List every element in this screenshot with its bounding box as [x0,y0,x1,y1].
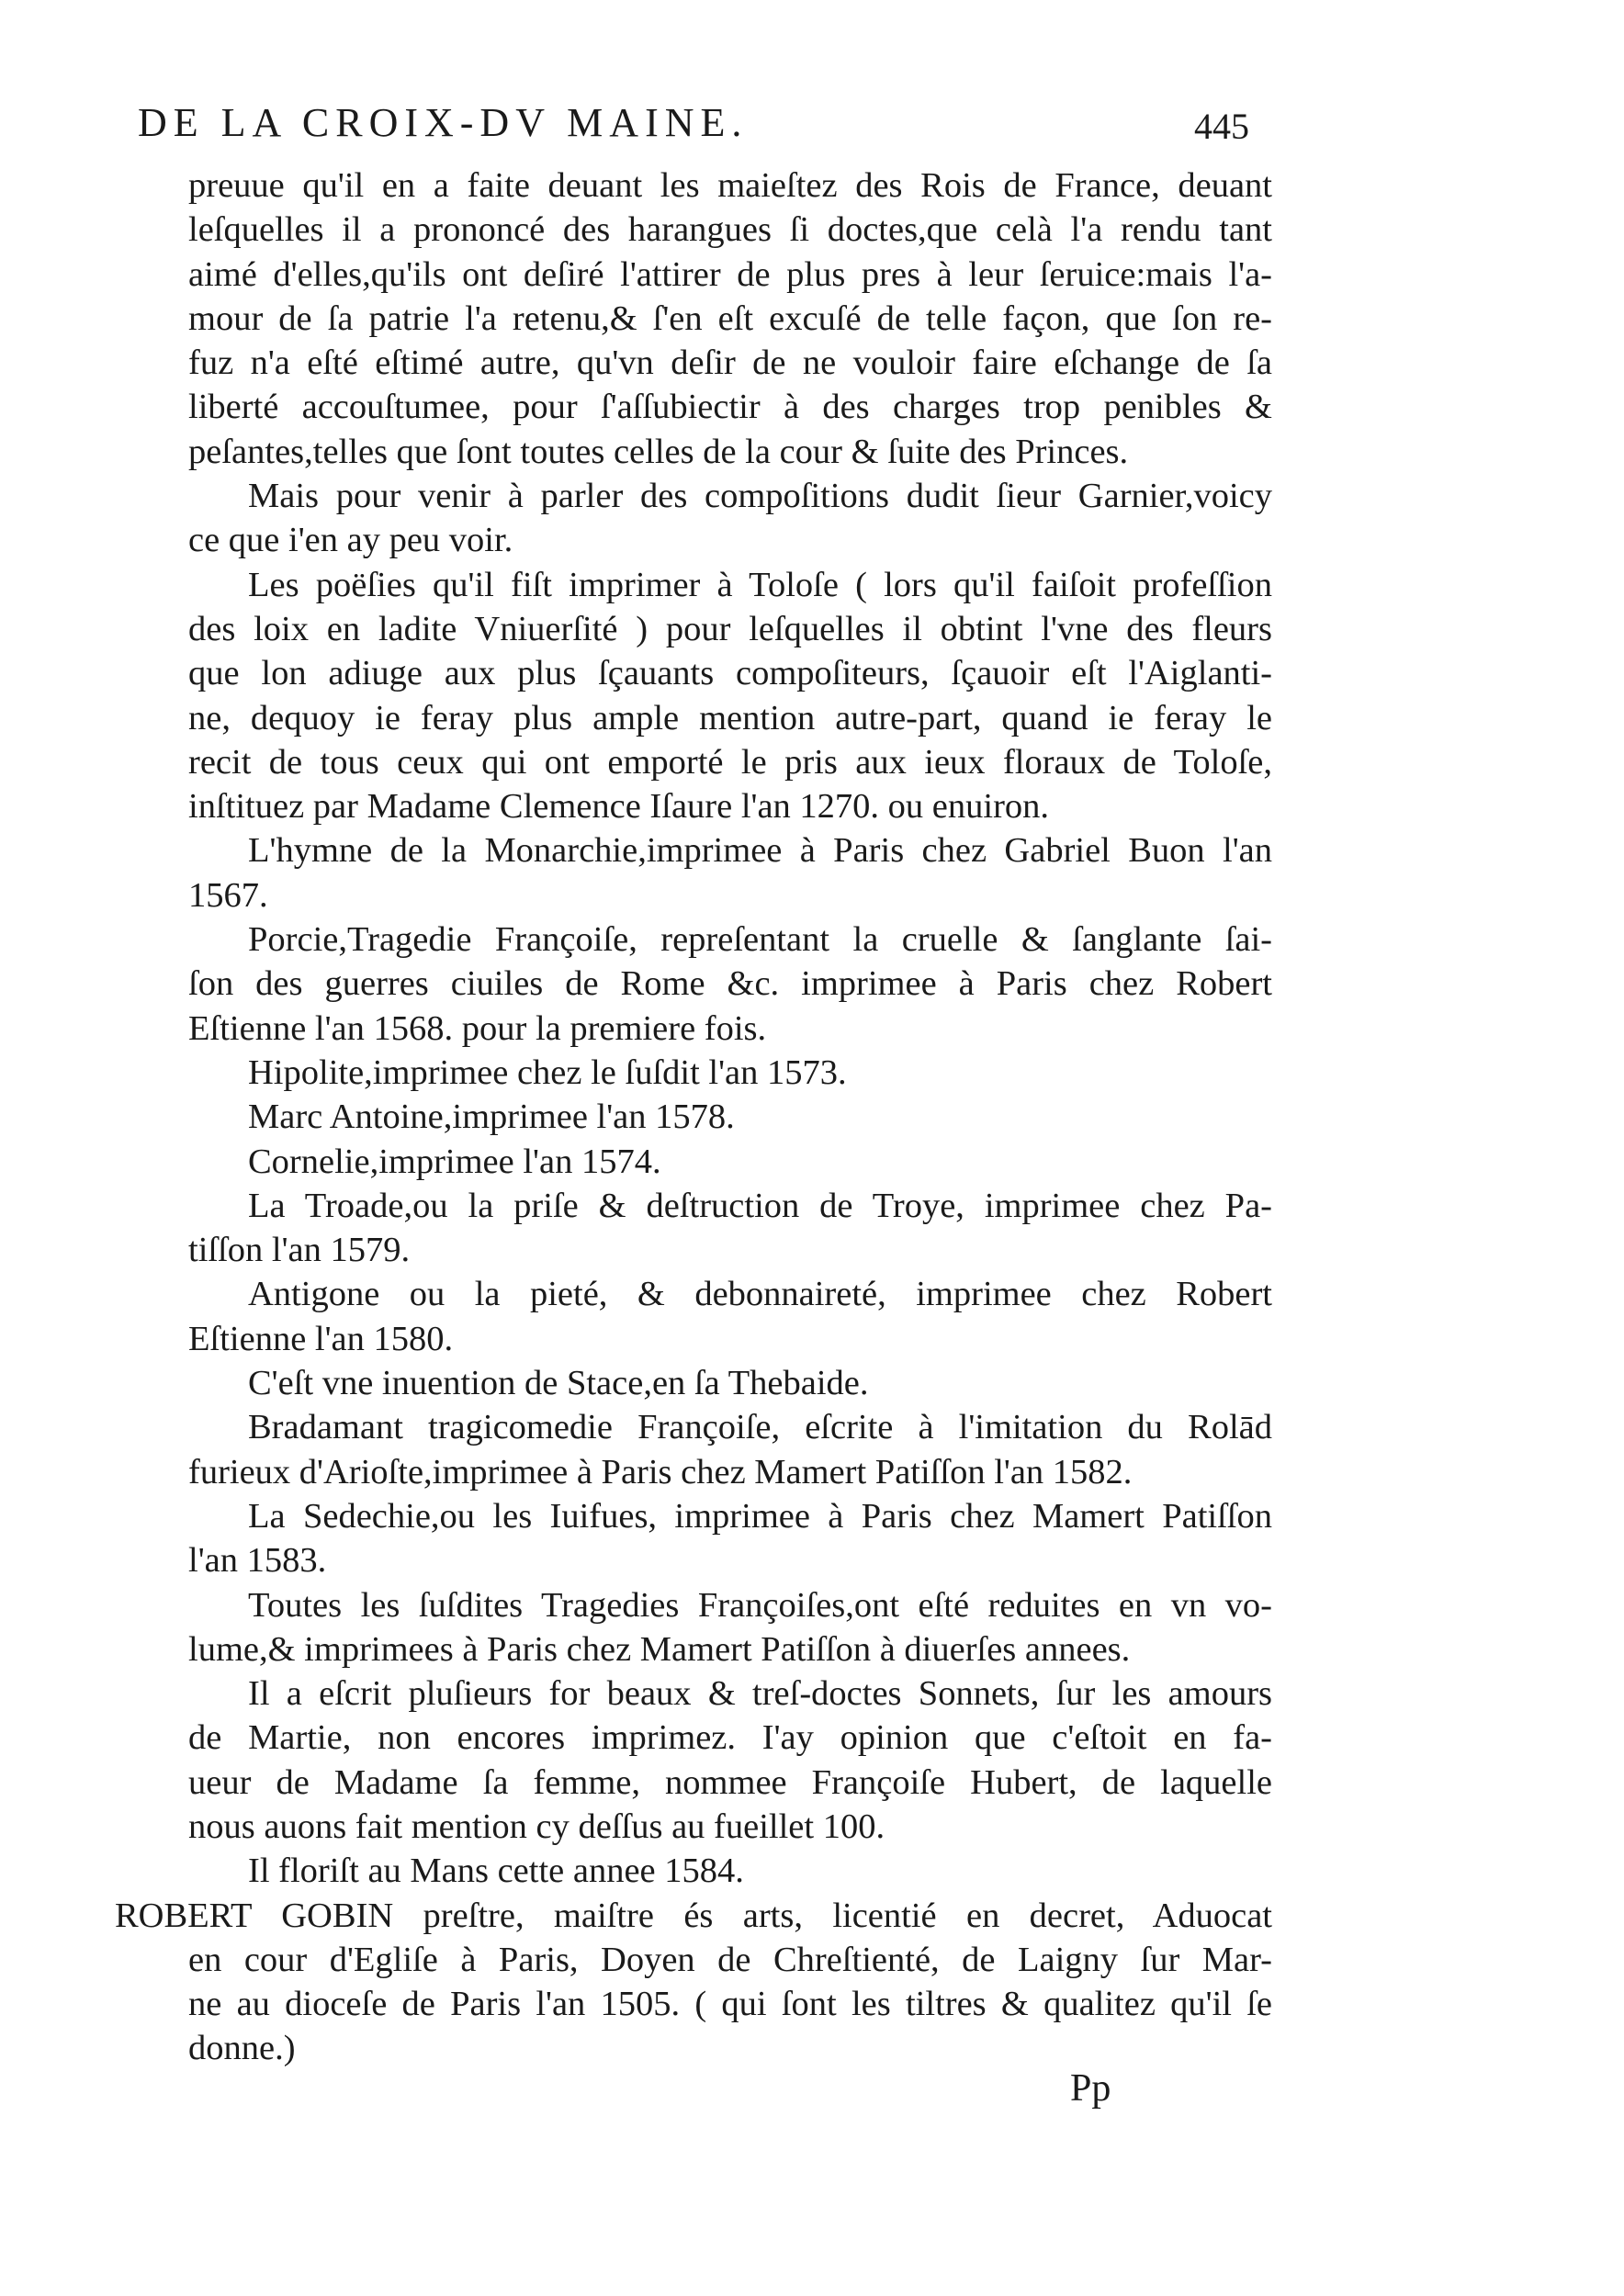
text-line: Hipolite,imprimee chez le ſuſdit l'an 1573. [248,1052,847,1092]
text-line: leſquelles il a prononcé des harangues ſi doctes,que celà l'a rendu tant [188,210,1272,250]
text-line: 1567. [188,875,268,915]
text-line: de Martie, non encores imprimez. I'ay opinion que c'eſtoit en fa- [188,1718,1272,1758]
text-line: furieux d'Arioſte,imprimee à Paris chez Mamert Patiſſon l'an 1582. [188,1452,1133,1491]
body-text [115,163,1272,2071]
text-line: lume,& imprimees à Paris chez Mamert Patiſſon à diuerſes annees. [188,1629,1131,1669]
running-title: DE LA CROIX-DV MAINE. [138,100,749,145]
text-line: ROBERT GOBIN preſtre, maiſtre és arts, licentié en decret, Aduocat [115,1896,1272,1935]
text-line: L'hymne de la Monarchie,imprimee à Paris chez Gabriel Buon l'an [248,831,1272,871]
text-line: Bradamant tragicomedie Françoiſe, eſcrite à l'imitation du Rolād [248,1408,1272,1447]
text-line: ne au dioceſe de Paris l'an 1505. ( qui ſont les tiltres & qualitez qu'il ſe [188,1985,1272,2024]
text-line: ueur de Madame ſa femme, nommee Françoiſe Hubert, de laquelle [188,1762,1272,1802]
text-line: des loix en ladite Vniuerſité ) pour leſquelles il obtint l'vne des fleurs [188,609,1272,648]
text-line: Porcie,Tragedie Françoiſe, repreſentant la cruelle & ſanglante ſai- [248,920,1272,960]
page-number: 445 [1194,106,1249,147]
text-line: fuz n'a eſté eſtimé autre, qu'vn deſir de ne vouloir faire eſchange de ſa [188,343,1272,383]
text-line: Toutes les ſuſdites Tragedies Françoiſes,ont eſté reduites en vn vo- [248,1585,1272,1625]
text-line: en cour d'Egliſe à Paris, Doyen de Chreſtienté, de Laigny ſur Mar- [188,1940,1272,1979]
text-line: peſantes,telles que ſont toutes celles de la cour & ſuite des Princes. [188,432,1129,471]
text-line: Marc Antoine,imprimee l'an 1578. [248,1097,735,1137]
text-line: ne, dequoy ie feray plus ample mention autre-part, quand ie feray le [188,698,1272,737]
text-line: Antigone ou la pieté, & debonnaireté, imprimee chez Robert [248,1275,1272,1314]
running-head [138,99,1286,154]
text-line: liberté accouſtumee, pour ſ'aſſubiectir à des charges trop penibles & [188,388,1272,427]
text-line: tiſſon l'an 1579. [188,1231,411,1270]
text-line: aimé d'elles,qu'ils ont deſiré l'attirer de plus pres à leur ſeruice:mais l'a- [188,254,1272,294]
text-line: ce que i'en ay peu voir. [188,521,513,560]
text-line: Les poëſies qu'il fiſt imprimer à Toloſe ( lors qu'il faiſoit profeſſion [248,565,1272,604]
text-line: La Sedechie,ou les Iuifues, imprimee à Paris chez Mamert Patiſſon [248,1496,1272,1536]
text-line: Il floriſt au Mans cette annee 1584. [248,1851,744,1891]
text-line: preuue qu'il en a faite deuant les maieſtez des Rois de France, deuant [188,166,1272,205]
text-line: La Troade,ou la priſe & deſtruction de Troye, imprimee chez Pa- [248,1186,1272,1225]
text-line: ſon des guerres ciuiles de Rome &c. imprimee à Paris chez Robert [188,964,1272,1004]
text-line: C'eſt vne inuention de Stace,en ſa Thebaide. [248,1364,869,1403]
text-line: Mais pour venir à parler des compoſitions dudit ſieur Garnier,voicy [248,477,1272,516]
signature-mark: Pp [1070,2067,1111,2110]
text-line: Eſtienne l'an 1568. pour la premiere fois. [188,1008,767,1048]
text-line: l'an 1583. [188,1541,327,1581]
text-line: donne.) [188,2029,296,2068]
text-line: recit de tous ceux qui ont emporté le pris aux ieux floraux de Toloſe, [188,742,1272,782]
text-line: que lon adiuge aux plus ſçauants compoſiteurs, ſçauoir eſt l'Aiglanti- [188,654,1272,693]
text-line: Eſtienne l'an 1580. [188,1319,454,1358]
text-line: Cornelie,imprimee l'an 1574. [248,1142,661,1181]
text-line: inſtituez par Madame Clemence Iſaure l'an 1270. ou enuiron. [188,787,1050,827]
text-line: mour de ſa patrie l'a retenu,& ſ'en eſt excuſé de telle façon, que ſon re- [188,298,1272,338]
text-line: nous auons fait mention cy deſſus au fueillet 100. [188,1806,885,1846]
text-line: Il a eſcrit pluſieurs for beaux & treſ-doctes Sonnets, ſur les amours [248,1674,1272,1714]
